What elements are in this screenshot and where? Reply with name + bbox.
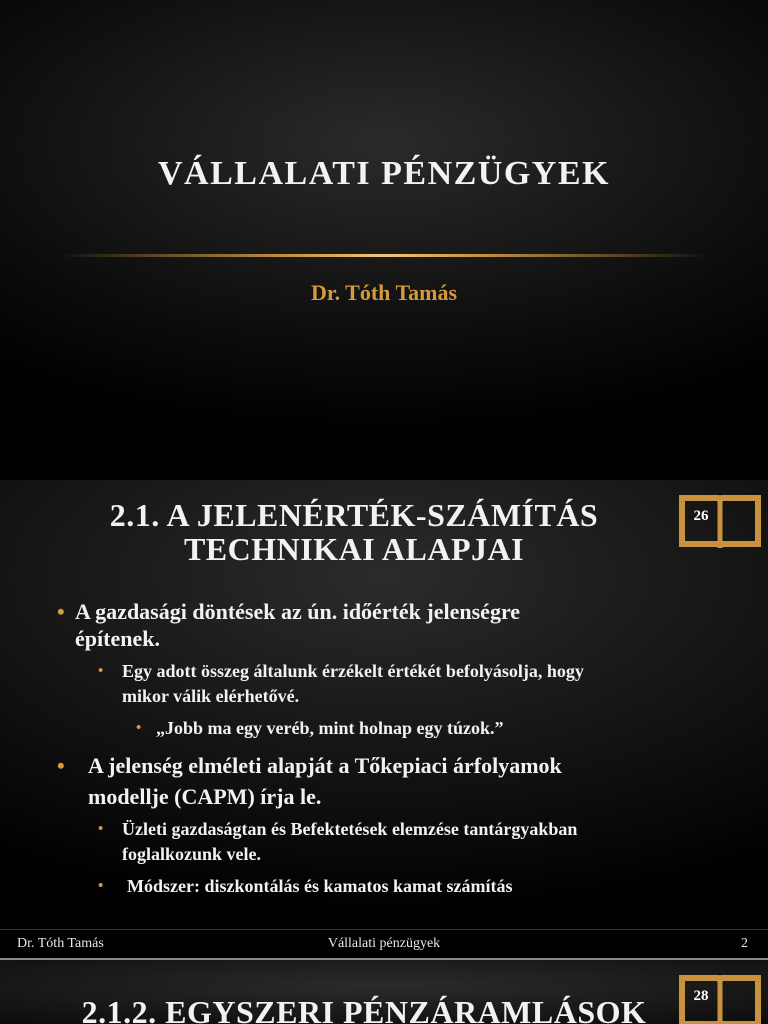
slide-heading-line2: TECHNIKAI ALAPJAI	[183, 531, 525, 567]
book-icon	[678, 972, 762, 1024]
list-item	[98, 817, 718, 867]
next-slide	[0, 960, 768, 1024]
content-slide	[0, 480, 768, 960]
book-page-number: 26	[693, 508, 709, 524]
list-item-text-line1: Egy adott összeg általunk érzékelt értékét befolyásolja, hogy	[122, 661, 584, 681]
bullet-dot: •	[136, 720, 142, 736]
footer-course: Vállalati pénzügyek	[327, 936, 441, 951]
bullet-dot: •	[98, 821, 104, 837]
slide-heading-line1: 2.1. A JELENÉRTÉK-SZÁMÍTÁS	[109, 497, 599, 533]
book-icon	[678, 492, 762, 548]
list-item-text-line1: Üzleti gazdaságtan és Befektetések elemzése tantárgyakban	[122, 819, 578, 839]
bullet-dot: •	[98, 663, 104, 679]
list-item-text-line2: modellje (CAPM) írja le.	[88, 784, 322, 809]
list-item-text-line2: foglalkozunk vele.	[122, 844, 262, 864]
title-divider	[60, 254, 708, 257]
book-page-number: 28	[693, 988, 709, 1004]
list-item	[98, 874, 718, 899]
slide-heading	[40, 498, 668, 566]
list-item-text-line1: „Jobb ma egy veréb, mint holnap egy túzok.”	[156, 718, 504, 738]
list-item-text-line2: mikor válik elérhetővé.	[122, 686, 300, 706]
bullet-dot: •	[57, 599, 65, 624]
list-item	[57, 752, 697, 810]
footer-author: Dr. Tóth Tamás	[17, 936, 104, 951]
author-subtitle: Dr. Tóth Tamás	[310, 280, 458, 305]
presentation-title: VÁLLALATI PÉNZÜGYEK	[158, 155, 610, 192]
list-item-text-line1: A gazdasági döntések az ún. időérték jelenségre	[75, 599, 521, 624]
next-slide-heading: 2.1.2. EGYSZERI PÉNZÁRAMLÁSOK	[81, 994, 647, 1024]
list-item-text-line1: A jelenség elméleti alapját a Tőkepiaci árfolyamok	[88, 753, 562, 778]
list-item	[98, 659, 718, 709]
footer-page-number: 2	[741, 936, 748, 951]
bullet-dot: •	[57, 753, 65, 778]
bullet-dot: •	[98, 878, 104, 894]
list-item	[57, 598, 697, 652]
list-item-text-line2: építenek.	[75, 626, 160, 651]
list-item	[136, 716, 696, 741]
title-slide	[0, 0, 768, 480]
list-item-text-line1: Módszer: diszkontálás és kamatos kamat számítás	[127, 876, 513, 896]
footer-divider	[0, 929, 768, 930]
